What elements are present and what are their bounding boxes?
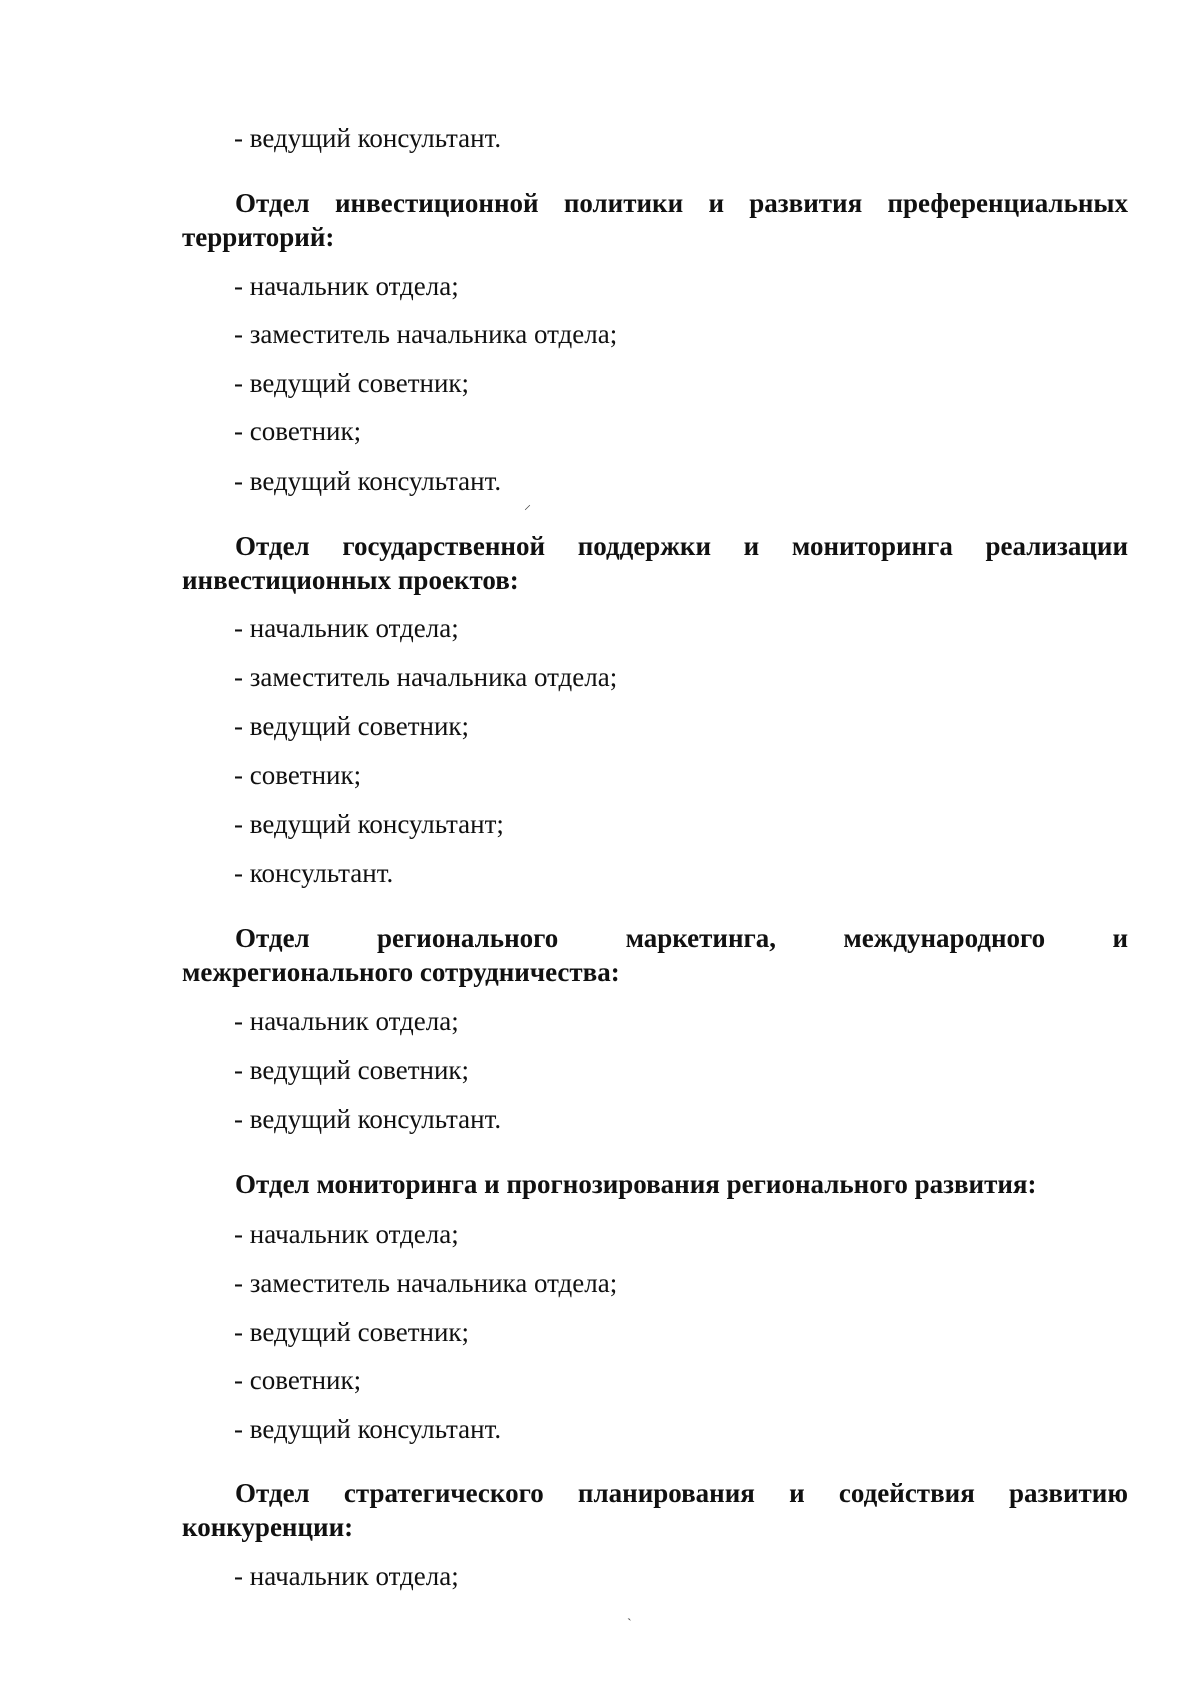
list-item: - заместитель начальника отдела;: [234, 319, 618, 349]
scan-mark: ⸝: [524, 498, 531, 513]
list-item: - ведущий советник;: [234, 1317, 470, 1347]
section-heading-line: Отдел мониторинга и прогнозирования регионального развития:: [235, 1169, 1037, 1199]
list-item: - ведущий консультант;: [234, 809, 504, 839]
section-heading-line: Отдел регионального маркетинга, международного и: [235, 923, 1128, 953]
list-item: - консультант.: [234, 858, 394, 888]
list-item: - начальник отдела;: [234, 1561, 459, 1591]
section-heading-line: конкуренции:: [182, 1512, 354, 1542]
list-item: - ведущий консультант.: [234, 1104, 502, 1134]
list-item: - советник;: [234, 1365, 362, 1395]
section-heading: [182, 529, 1128, 597]
section-heading-line: Отдел стратегического планирования и содействия развитию: [235, 1478, 1128, 1508]
section-heading-line: межрегионального сотрудничества:: [182, 957, 620, 987]
section-heading: [182, 1476, 1128, 1544]
section-heading-line: территорий:: [182, 222, 335, 252]
section-heading: [182, 921, 1128, 989]
list-item: - заместитель начальника отдела;: [234, 662, 618, 692]
list-item: - начальник отдела;: [234, 1219, 459, 1249]
section-heading-line: Отдел государственной поддержки и мониторинга реализации: [235, 531, 1128, 561]
scan-mark: `: [627, 1617, 632, 1632]
section-heading: [182, 1167, 1128, 1201]
list-item: - ведущий консультант.: [234, 1414, 502, 1444]
list-item: - ведущий советник;: [234, 1055, 470, 1085]
section-heading-line: Отдел инвестиционной политики и развития преференциальных: [235, 188, 1128, 218]
section-heading: [182, 186, 1128, 254]
list-item: - начальник отдела;: [234, 613, 459, 643]
section-heading-line: инвестиционных проектов:: [182, 565, 519, 595]
list-item: - заместитель начальника отдела;: [234, 1268, 618, 1298]
list-item: - ведущий советник;: [234, 711, 470, 741]
list-item: - советник;: [234, 416, 362, 446]
list-item: - советник;: [234, 760, 362, 790]
list-item: - ведущий консультант.: [234, 466, 502, 496]
list-item: - начальник отдела;: [234, 271, 459, 301]
list-item: - ведущий консультант.: [234, 123, 502, 153]
list-item: - ведущий советник;: [234, 368, 470, 398]
list-item: - начальник отдела;: [234, 1006, 459, 1036]
